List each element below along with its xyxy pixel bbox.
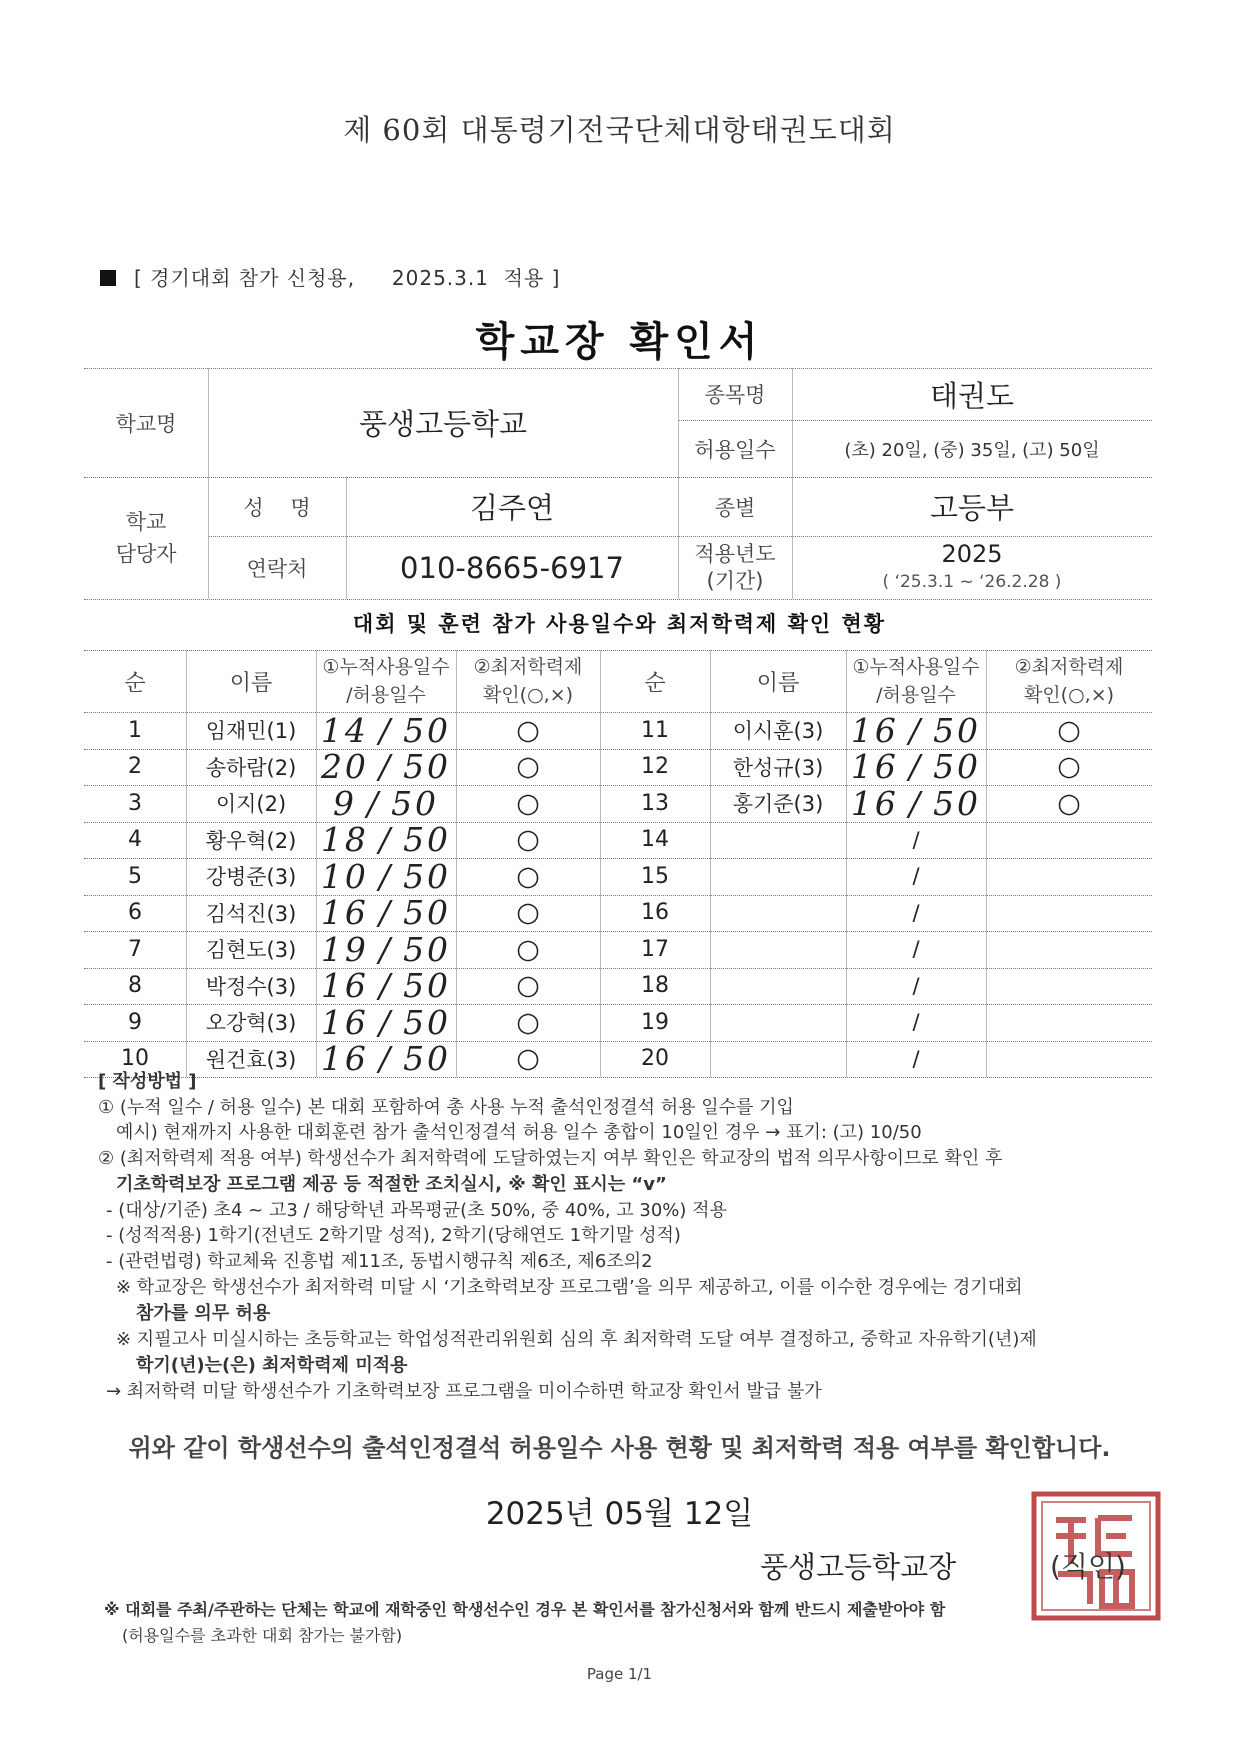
days-used: 16 bbox=[850, 710, 899, 750]
row-min-check bbox=[986, 895, 1152, 932]
row-days bbox=[846, 895, 986, 932]
days-separator: / bbox=[378, 893, 394, 933]
row-min-check bbox=[986, 1004, 1152, 1041]
row-days bbox=[846, 822, 986, 859]
row-name: 한성규(3) bbox=[732, 755, 824, 780]
row-number: 4 bbox=[128, 827, 142, 853]
days-used: 16 bbox=[320, 1039, 369, 1079]
year-label bbox=[678, 536, 792, 599]
row-min-check: ○ bbox=[516, 1006, 540, 1038]
row-days bbox=[316, 1004, 456, 1041]
document-title: 학교장 확인서 bbox=[475, 319, 764, 365]
row-number: 8 bbox=[128, 973, 142, 999]
row-min-check: ○ bbox=[516, 824, 540, 856]
row-name: 오강혁(3) bbox=[205, 1011, 297, 1036]
event-label: 종목명 bbox=[704, 383, 766, 407]
row-min-check: ○ bbox=[516, 860, 540, 892]
page-number: Page 1/1 bbox=[586, 1665, 653, 1683]
instruction-line: → 최저학력 미달 학생선수가 기초학력보장 프로그램을 미이수하면 학교장 확인서 발급 불가 bbox=[106, 1381, 822, 1402]
usage-section-title: 대회 및 훈련 참가 사용일수와 최저학력제 확인 현황 bbox=[352, 612, 887, 636]
row-days bbox=[316, 895, 456, 932]
row-number: 19 bbox=[641, 1009, 669, 1035]
row-days bbox=[316, 749, 456, 786]
event-title: 제 60회 대통령기전국단체대항태권도대회 bbox=[343, 113, 896, 147]
row-number: 11 bbox=[641, 717, 669, 743]
instruction-line: 기초학력보장 프로그램 제공 등 적절한 조치실시, ※ 확인 표시는 “v” bbox=[116, 1174, 667, 1195]
seal-label: (직인) bbox=[1050, 1550, 1126, 1583]
days-separator: / bbox=[366, 783, 382, 823]
name-value: 김주연 bbox=[469, 491, 555, 525]
row-name: 원건효(3) bbox=[205, 1047, 297, 1072]
days-used: 16 bbox=[850, 783, 899, 823]
days-used: 9 bbox=[332, 783, 357, 823]
row-name bbox=[710, 822, 846, 859]
row-min-check: ○ bbox=[516, 714, 540, 746]
days-separator: / bbox=[378, 747, 394, 787]
row-name bbox=[710, 1041, 846, 1078]
row-min-check: ○ bbox=[516, 933, 540, 965]
days-separator: / bbox=[378, 966, 394, 1006]
row-name: 임재민(1) bbox=[205, 719, 297, 744]
days-separator: / bbox=[912, 973, 920, 998]
row-number: 6 bbox=[128, 900, 142, 926]
row-name: 박정수(3) bbox=[205, 974, 297, 999]
row-min-check bbox=[986, 931, 1152, 968]
days-used: 10 bbox=[320, 856, 369, 896]
days-separator: / bbox=[378, 820, 394, 860]
row-min-check: ○ bbox=[516, 787, 540, 819]
days-used: 16 bbox=[320, 1002, 369, 1042]
row-days bbox=[316, 822, 456, 859]
days-separator: / bbox=[378, 1039, 394, 1079]
row-number: 12 bbox=[641, 754, 669, 780]
row-min-check bbox=[986, 822, 1152, 859]
instruction-line: ① (누적 일수 / 허용 일수) 본 대회 포함하여 총 사용 누적 출석인정결석 허용 일수를 기입 bbox=[98, 1097, 794, 1118]
year-value: 2025 bbox=[941, 539, 1003, 568]
row-name: 송하람(2) bbox=[205, 755, 297, 780]
row-number: 14 bbox=[641, 827, 669, 853]
row-min-check bbox=[986, 858, 1152, 895]
days-separator: / bbox=[908, 747, 924, 787]
header-min-line1: ②최저학력제 bbox=[473, 656, 583, 678]
days-separator: / bbox=[912, 864, 920, 889]
manager-label-line2: 담당자 bbox=[115, 542, 177, 566]
row-days bbox=[316, 712, 456, 749]
row-name bbox=[710, 931, 846, 968]
days-used: 16 bbox=[320, 893, 369, 933]
instruction-line: ※ 지필고사 미실시하는 초등학교는 학업성적관리위원회 심의 후 최저학력 도달 여부 결정하고, 중학교 자유학기(년)제 bbox=[116, 1329, 1037, 1350]
header-days-line1: ①누적사용일수 bbox=[852, 656, 980, 678]
row-number: 15 bbox=[641, 863, 669, 889]
header-no-right: 순 bbox=[644, 670, 666, 696]
days-allowed: 50 bbox=[403, 856, 452, 896]
contact-label: 연락처 bbox=[246, 556, 308, 581]
days-separator: / bbox=[912, 827, 920, 852]
days-separator: / bbox=[912, 1046, 920, 1071]
issue-date: 2025년 05월 12일 bbox=[485, 1496, 754, 1532]
row-number: 3 bbox=[128, 790, 142, 816]
row-name bbox=[710, 858, 846, 895]
row-days bbox=[846, 1004, 986, 1041]
header-name-right: 이름 bbox=[756, 670, 800, 696]
days-allowed: 50 bbox=[403, 966, 452, 1006]
instructions-heading: [ 작성방법 ] bbox=[98, 1071, 197, 1092]
header-min-line1: ②최저학력제 bbox=[1014, 656, 1124, 678]
row-name: 황우혁(2) bbox=[205, 828, 297, 853]
days-separator: / bbox=[378, 1002, 394, 1042]
school-value: 풍생고등학교 bbox=[358, 407, 528, 441]
instruction-line: - (성적적용) 1학기(전년도 2학기말 성적), 2학기(당해연도 1학기말 성적) bbox=[106, 1225, 681, 1246]
row-min-check: ○ bbox=[516, 1043, 540, 1075]
instruction-line: ② (최저학력제 적용 여부) 학생선수가 최저학력에 도달하였는지 여부 확인은 학교장의 법적 의무사항이므로 확인 후 bbox=[98, 1148, 1003, 1169]
days-allowed: 50 bbox=[403, 1002, 452, 1042]
row-name: 김석진(3) bbox=[205, 901, 297, 926]
row-number: 10 bbox=[121, 1046, 149, 1072]
subtitle-text: [ 경기대회 참가 신청용, 2025.3.1 적용 ] bbox=[134, 266, 561, 290]
row-days bbox=[846, 1041, 986, 1078]
row-number: 2 bbox=[128, 754, 142, 780]
row-days bbox=[846, 749, 986, 786]
row-days bbox=[316, 968, 456, 1005]
header-days-left bbox=[316, 650, 456, 712]
row-days bbox=[846, 785, 986, 822]
row-min-check: ○ bbox=[1057, 714, 1081, 746]
info-border-bottom bbox=[84, 599, 1152, 600]
bullet-square-icon bbox=[100, 270, 116, 286]
days-allowed: 50 bbox=[933, 710, 982, 750]
header-name-left: 이름 bbox=[229, 670, 273, 696]
days-separator: / bbox=[908, 783, 924, 823]
days-separator: / bbox=[378, 929, 394, 969]
contact-value: 010-8665-6917 bbox=[400, 550, 624, 585]
days-allowed: 50 bbox=[403, 893, 452, 933]
days-separator: / bbox=[378, 856, 394, 896]
instruction-line: 참가를 의무 허용 bbox=[136, 1303, 271, 1324]
row-days bbox=[846, 712, 986, 749]
school-label: 학교명 bbox=[115, 411, 177, 436]
header-min-right bbox=[986, 650, 1152, 712]
footnote bbox=[104, 1597, 945, 1646]
row-name bbox=[710, 968, 846, 1005]
days-allowed: 50 bbox=[403, 710, 452, 750]
footnote-line1: ※ 대회를 주최/주관하는 단체는 학교에 재학중인 학생선수인 경우 본 확인서를 참가신청서와 함께 반드시 제출받아야 함 bbox=[104, 1600, 946, 1619]
category-value: 고등부 bbox=[929, 491, 1015, 525]
principal-name: 풍생고등학교장 bbox=[760, 1550, 957, 1584]
row-name: 이시훈(3) bbox=[732, 719, 824, 744]
days-separator: / bbox=[378, 710, 394, 750]
confirmation-statement: 위와 같이 학생선수의 출석인정결석 허용일수 사용 현황 및 최저학력 적용 여부를 확인합니다. bbox=[128, 1434, 1111, 1462]
row-days bbox=[846, 931, 986, 968]
days-allowed: 50 bbox=[403, 747, 452, 787]
row-min-check: ○ bbox=[1057, 787, 1081, 819]
year-label-line1: 적용년도 bbox=[694, 541, 776, 566]
header-min-line2: 확인(○,×) bbox=[1023, 684, 1115, 706]
row-number: 9 bbox=[128, 1009, 142, 1035]
instruction-line: - (관련법령) 학교체육 진흥법 제11조, 동법시행규칙 제6조, 제6조의2 bbox=[106, 1251, 653, 1272]
row-min-check: ○ bbox=[516, 897, 540, 929]
days-allowed: 50 bbox=[403, 929, 452, 969]
form-subtitle bbox=[100, 262, 560, 291]
days-allowed: 50 bbox=[933, 747, 982, 787]
row-min-check bbox=[986, 1041, 1152, 1078]
days-separator: / bbox=[908, 710, 924, 750]
days-allowed: 50 bbox=[403, 820, 452, 860]
days-used: 16 bbox=[850, 747, 899, 787]
row-name: 이지(2) bbox=[215, 792, 287, 817]
row-number: 7 bbox=[128, 936, 142, 962]
header-min-left bbox=[456, 650, 600, 712]
days-used: 16 bbox=[320, 966, 369, 1006]
header-days-right bbox=[846, 650, 986, 712]
days-allowed: 50 bbox=[391, 783, 440, 823]
row-number: 13 bbox=[641, 790, 669, 816]
year-period: ( ‘25.3.1 ~ ‘26.2.28 ) bbox=[882, 571, 1062, 592]
header-no-left: 순 bbox=[124, 670, 146, 696]
header-min-line2: 확인(○,×) bbox=[482, 684, 574, 706]
event-value: 태권도 bbox=[929, 378, 1015, 413]
row-min-check: ○ bbox=[516, 751, 540, 783]
row-min-check: ○ bbox=[516, 970, 540, 1002]
row-days bbox=[846, 968, 986, 1005]
days-allowed: 50 bbox=[933, 783, 982, 823]
row-number: 16 bbox=[641, 900, 669, 926]
row-days bbox=[316, 785, 456, 822]
row-name: 강병준(3) bbox=[205, 865, 297, 890]
row-min-check bbox=[986, 968, 1152, 1005]
row-number: 18 bbox=[641, 973, 669, 999]
row-name: 홍기준(3) bbox=[732, 792, 824, 817]
row-name: 김현도(3) bbox=[205, 938, 297, 963]
table-row-divider bbox=[84, 1077, 1152, 1078]
manager-label bbox=[84, 477, 208, 599]
row-number: 5 bbox=[128, 863, 142, 889]
days-separator: / bbox=[912, 900, 920, 925]
days-used: 18 bbox=[320, 820, 369, 860]
days-used: 19 bbox=[320, 929, 369, 969]
footnote-line2: (허용일수를 초과한 대회 참가는 불가함) bbox=[122, 1626, 403, 1645]
row-days bbox=[316, 931, 456, 968]
row-min-check: ○ bbox=[1057, 751, 1081, 783]
allowed-days-label: 허용일수 bbox=[694, 437, 776, 462]
header-days-line1: ①누적사용일수 bbox=[322, 656, 450, 678]
instruction-line: 학기(년)는(은) 최저학력제 미적용 bbox=[136, 1355, 408, 1376]
allowed-days-value: (초) 20일, (중) 35일, (고) 50일 bbox=[844, 439, 1100, 461]
row-number: 20 bbox=[641, 1046, 669, 1072]
row-number: 17 bbox=[641, 936, 669, 962]
instruction-line: - (대상/기준) 초4 ~ 고3 / 해당학년 과목평균(초 50%, 중 40%, 고 30%) 적용 bbox=[106, 1200, 727, 1221]
row-number: 1 bbox=[128, 717, 142, 743]
row-days bbox=[316, 858, 456, 895]
row-days bbox=[316, 1041, 456, 1078]
header-days-line2: /허용일수 bbox=[346, 684, 426, 706]
days-used: 20 bbox=[320, 747, 369, 787]
days-used: 14 bbox=[320, 710, 369, 750]
days-allowed: 50 bbox=[403, 1039, 452, 1079]
name-label: 성 명 bbox=[243, 495, 311, 520]
days-separator: / bbox=[912, 1010, 920, 1035]
year-label-line2: (기간) bbox=[706, 568, 764, 593]
header-days-line2: /허용일수 bbox=[876, 684, 956, 706]
row-name bbox=[710, 895, 846, 932]
year-value-cell bbox=[792, 536, 1152, 599]
instruction-line: 예시) 현재까지 사용한 대회훈련 참가 출석인정결석 허용 일수 총합이 10일인 경우 → 표기: (고) 10/50 bbox=[116, 1122, 922, 1143]
instruction-line: ※ 학교장은 학생선수가 최저학력 미달 시 ‘기초학력보장 프로그램’을 의무 제공하고, 이를 이수한 경우에는 경기대회 bbox=[116, 1277, 1023, 1298]
row-name bbox=[710, 1004, 846, 1041]
manager-label-line1: 학교 bbox=[125, 510, 167, 534]
days-separator: / bbox=[912, 937, 920, 962]
row-days bbox=[846, 858, 986, 895]
category-label: 종별 bbox=[714, 495, 756, 520]
